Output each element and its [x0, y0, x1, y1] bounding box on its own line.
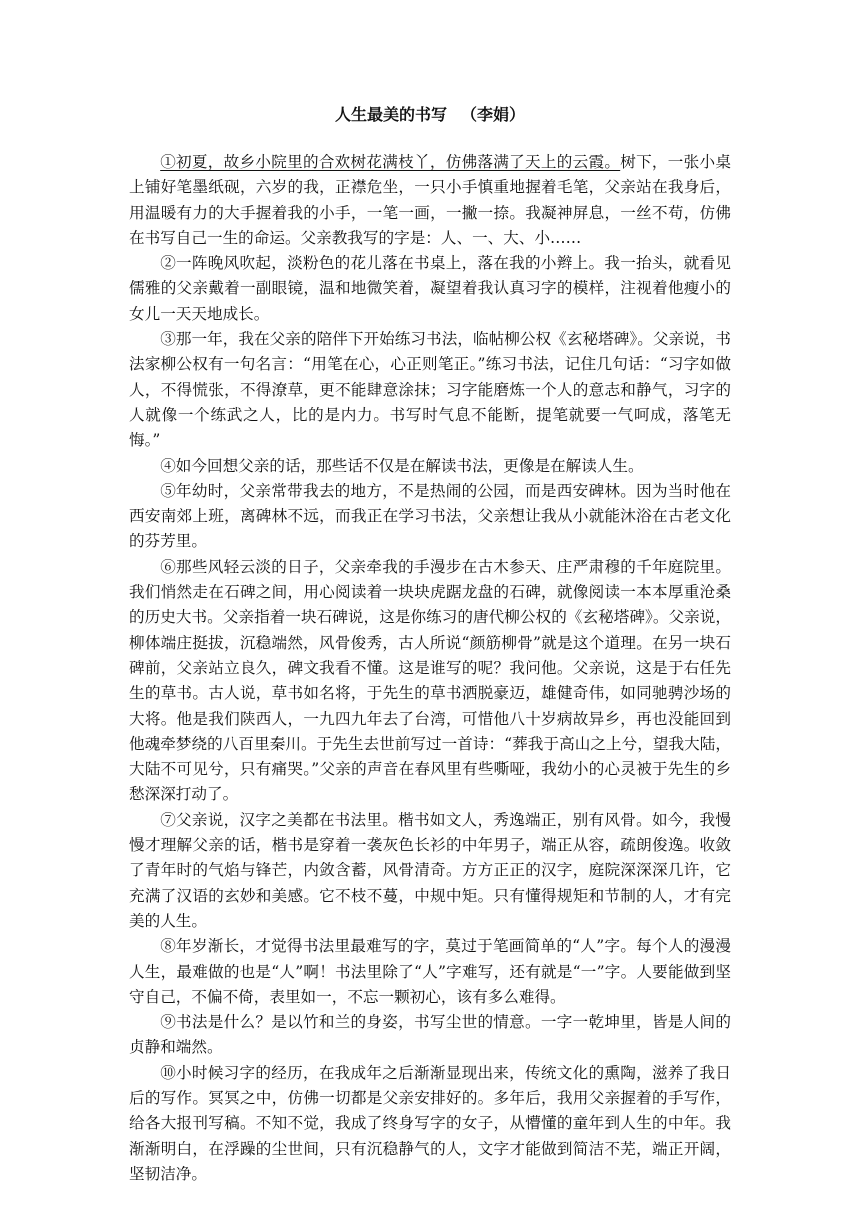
paragraph-1: [129, 150, 731, 251]
paragraph-9: [129, 1010, 731, 1061]
paragraph-text: ③那一年，我在父亲的陪伴下开始练习书法，临帖柳公权《玄秘塔碑》。父亲说，书法家柳公权有一句名言：“用笔在心，心正则笔正。”练习书法，记住几句话：“习字如做人，不得慌张，不得潦草，更不能肆意涂抹；习字能磨炼一个人的意志和静气，习字的人就像一个练武之人，比的是内力。书写时气息不能断，提笔就要一气呵成，落笔无悔。”: [129, 330, 731, 450]
paragraph-text: ⑨书法是什么？是以竹和兰的身姿，书写尘世的情意。一字一乾坤里，皆是人间的贞静和端然。: [129, 1013, 731, 1057]
paragraph-text: ⑩小时候习字的经历，在我成年之后渐渐显现出来，传统文化的熏陶，滋养了我日后的写作。冥冥之中，仿佛一切都是父亲安排好的。多年后，我用父亲握着的手写作，给各大报刊写稿。不知不觉，我成了终身写字的女子，从懵懂的童年到人生的中年。我渐渐明白，在浮躁的尘世间，只有沉稳静气的人，文字才能做到简洁不芜，端正开阔，坚韧洁净。: [129, 1063, 731, 1183]
paragraph-2: [129, 251, 731, 327]
paragraph-text: ⑥那些风轻云淡的日子，父亲牵我的手漫步在古木参天、庄严肃穆的千年庭院里。我们悄然走在石碑之间，用心阅读着一块块虎踞龙盘的石碑，就像阅读一本本厚重沧桑的历史大书。父亲指着一块石碑说，这是你练习的唐代柳公权的《玄秘塔碑》。父亲说，柳体端庄挺拔，沉稳端然，风骨俊秀，古人所说“颜筋柳骨”就是这个道理。在另一块石碑前，父亲站立良久，碑文我看不懂。这是谁写的呢？我问他。父亲说，这是于右任先生的草书。古人说，草书如名将，于先生的草书洒脱豪迈，雄健奇伟，如同驰骋沙场的大将。他是我们陕西人，一九四九年去了台湾，可惜他八十岁病故异乡，再也没能回到他魂牵梦绕的八百里秦川。于先生去世前写过一首诗：“葬我于高山之上兮，望我大陆，大陆不可见兮，只有痛哭。”父亲的声音在春风里有些嘶哑，我幼小的心灵被于先生的乡愁深深打动了。: [129, 557, 731, 804]
paragraph-text: ②一阵晚风吹起，淡粉色的花儿落在书桌上，落在我的小辫上。我一抬头，就看见儒雅的父亲戴着一副眼镜，温和地微笑着，凝望着我认真习字的模样，注视着他瘦小的女儿一天天地成长。: [129, 254, 731, 323]
document-title: [0, 103, 860, 127]
paragraph-7: [129, 808, 731, 934]
paragraph-6: [129, 555, 731, 808]
paragraph-text: ⑦父亲说，汉字之美都在书法里。楷书如文人，秀逸端正，别有风骨。如今，我慢慢才理解父亲的话，楷书是穿着一袭灰色长衫的中年男子，端正从容，疏朗俊逸。收敛了青年时的气焰与锋芒，内敛含蓄，风骨清奇。方方正正的汉字，庭院深深深几许，它充满了汉语的玄妙和美感。它不枝不蔓，中规中矩。只有懂得规矩和节制的人，才有完美的人生。: [129, 810, 731, 930]
paragraph-5: [129, 479, 731, 555]
paragraph-10: [129, 1061, 731, 1187]
underlined-sentence: ①初夏，故乡小院里的合欢树花满枝丫，仿佛落满了天上的云霞。: [160, 153, 621, 171]
paragraph-text: ④如今回想父亲的话，那些话不仅是在解读书法，更像是在解读人生。: [160, 456, 644, 475]
paragraph-3: [129, 327, 731, 453]
article-body: [129, 150, 731, 1187]
paragraph-text: ⑧年岁渐长，才觉得书法里最难写的字，莫过于笔画简单的“人”字。每个人的漫漫人生，最难做的也是“人”啊！书法里除了“人”字难写，还有就是“一”字。人要能做到坚守自己，不偏不倚，表里如一，不忘一颗初心，该有多么难得。: [129, 937, 731, 1006]
paragraph-text: 树下，一张小桌上铺好笔墨纸砚，六岁的我，正襟危坐，一只小手慎重地握着毛笔，父亲站在我身后，用温暖有力的大手握着我的小手，一笔一画，一撇一捺。我凝神屏息，一丝不苟，仿佛在书写自己一生的命运。父亲教我写的字是：人、一、大、小……: [129, 153, 731, 247]
paragraph-4: [129, 454, 731, 479]
paragraph-text: ⑤年幼时，父亲常带我去的地方，不是热闹的公园，而是西安碑林。因为当时他在西安南郊上班，离碑林不远，而我正在学习书法，父亲想让我从小就能沐浴在古老文化的芬芳里。: [129, 481, 731, 551]
author-name: （李娟）: [461, 105, 526, 124]
title-text: 人生最美的书写: [334, 105, 447, 124]
paragraph-8: [129, 934, 731, 1010]
